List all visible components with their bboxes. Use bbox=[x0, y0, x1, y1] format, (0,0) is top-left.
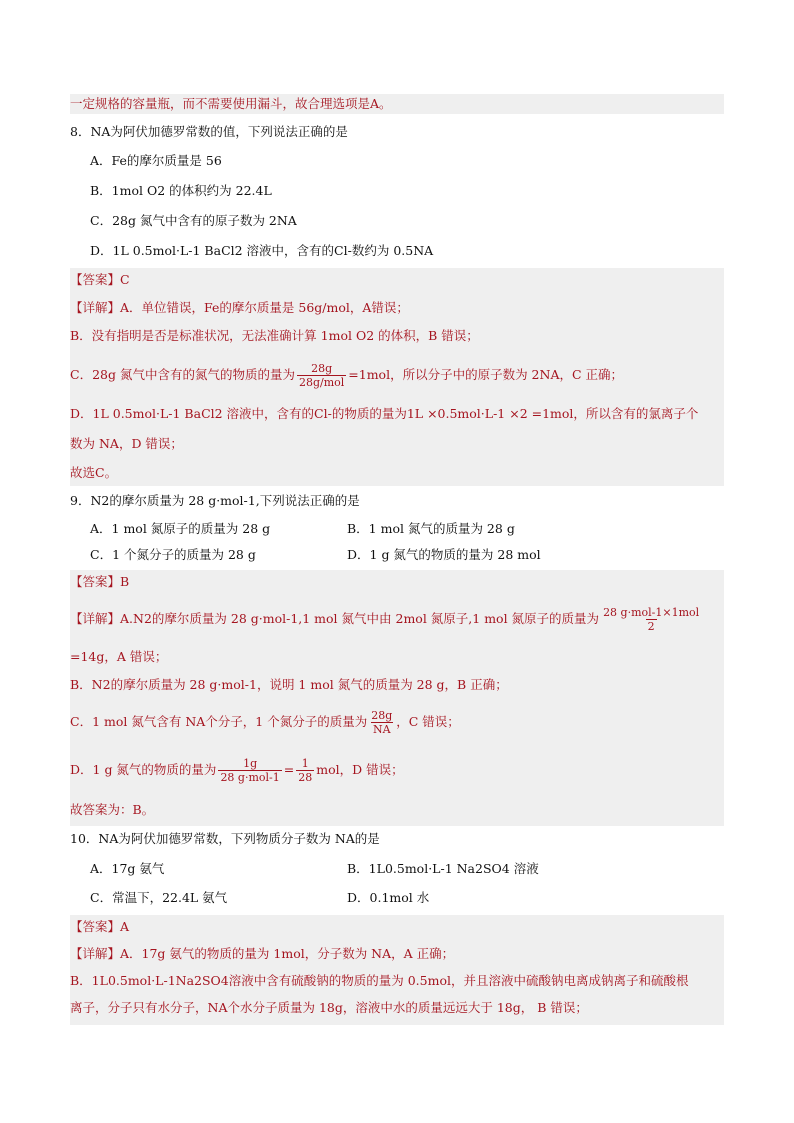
q10-option-d: D．0.1mol 水 bbox=[347, 890, 430, 905]
q8-stem: 8．NA为阿伏加德罗常数的值，下列说法正确的是 bbox=[70, 124, 348, 139]
q10-answer: 【答案】A bbox=[70, 919, 130, 934]
q9-detail-a-cont: =14g，A 错误； bbox=[70, 649, 168, 664]
intro-tail: 一定规格的容量瓶，而不需要使用漏斗，故合理选项是A。 bbox=[70, 94, 724, 114]
q10-option-c: C．常温下，22.4L 氨气 bbox=[90, 890, 228, 905]
q8-detail-b: B．没有指明是否是标准状况，无法准确计算 1mol O2 的体积，B 错误； bbox=[70, 328, 479, 343]
q8-option-a: A．Fe的摩尔质量是 56 bbox=[90, 153, 222, 168]
q8-detail-d1: D．1L 0.5mol·L-1 BaCl2 溶液中，含有的Cl-的物质的量为1L ×0.5mol·L-1 ×2 =1mol，所以含有的氯离子个 bbox=[70, 406, 699, 421]
q9-answer: 【答案】B bbox=[70, 574, 130, 589]
q10-detail-b2: 离子，分子只有水分子，NA个水分子质量为 18g，溶液中水的质量远远大于 18g， B 错误； bbox=[70, 1000, 588, 1015]
q9-stem: 9．N2的摩尔质量为 28 g·mol-1,下列说法正确的是 bbox=[70, 493, 360, 508]
q9-option-b: B．1 mol 氮气的质量为 28 g bbox=[347, 521, 515, 536]
q10-option-b: B．1L0.5mol·L-1 Na2SO4 溶液 bbox=[347, 861, 539, 876]
q9-option-d: D．1 g 氮气的物质的量为 28 mol bbox=[347, 547, 541, 562]
q9-detail-a: 【详解】A.N2的摩尔质量为 28 g·mol-1,1 mol 氮气中由 2mol 氮原子,1 mol 氮原子的质量为 $\frac{\text{28 g·mol-1×1mol}}{2}$ bbox=[70, 606, 700, 633]
q8-option-d: D．1L 0.5mol·L-1 BaCl2 溶液中，含有的Cl-数约为 0.5NA bbox=[90, 243, 434, 258]
q9-option-a: A．1 mol 氮原子的质量为 28 g bbox=[90, 521, 271, 536]
q8-answer: 【答案】C bbox=[70, 272, 130, 287]
q9-detail-b: B．N2的摩尔质量为 28 g·mol-1，说明 1 mol 氮气的质量为 28 g，B 正确； bbox=[70, 677, 508, 692]
q8-option-b: B．1mol O2 的体积约为 22.4L bbox=[90, 183, 272, 198]
q9-conclusion: 故答案为：B。 bbox=[70, 802, 155, 817]
q9-detail-d: D．1 g 氮气的物质的量为 $\frac{1g}{\text{28 g·mol-1}}$ = $\frac{1}{28}$ mol，D 错误； bbox=[70, 757, 404, 784]
q10-detail-b1: B．1L0.5mol·L-1Na2SO4溶液中含有硫酸钠的物质的量为 0.5mol，并且溶液中硫酸钠电离成钠离子和硫酸根 bbox=[70, 973, 689, 988]
q8-detail-a: 【详解】A．单位错误，Fe的摩尔质量是 56g/mol，A错误； bbox=[70, 300, 409, 315]
q8-detail-c: C．28g 氮气中含有的氮气的物质的量为 $\frac{28g}{\text{28g/mol}}$ =1mol，所以分子中的原子数为 2NA，C 正确； bbox=[70, 362, 624, 389]
q10-stem: 10．NA为阿伏加德罗常数，下列物质分子数为 NA的是 bbox=[70, 831, 380, 846]
q8-option-c: C．28g 氮气中含有的原子数为 2NA bbox=[90, 213, 297, 228]
q8-detail-d2: 数为 NA，D 错误； bbox=[70, 436, 183, 451]
q9-detail-c: C．1 mol 氮气含有 NA个分子，1 个氮分子的质量为 $\frac{28g}{NA}$ ，C 错误； bbox=[70, 709, 460, 736]
q9-option-c: C．1 个氮分子的质量为 28 g bbox=[90, 547, 256, 562]
q10-option-a: A．17g 氨气 bbox=[90, 861, 165, 876]
q10-detail-a: 【详解】A．17g 氨气的物质的量为 1mol，分子数为 NA，A 正确； bbox=[70, 946, 455, 961]
q8-conclusion: 故选C。 bbox=[70, 465, 118, 480]
